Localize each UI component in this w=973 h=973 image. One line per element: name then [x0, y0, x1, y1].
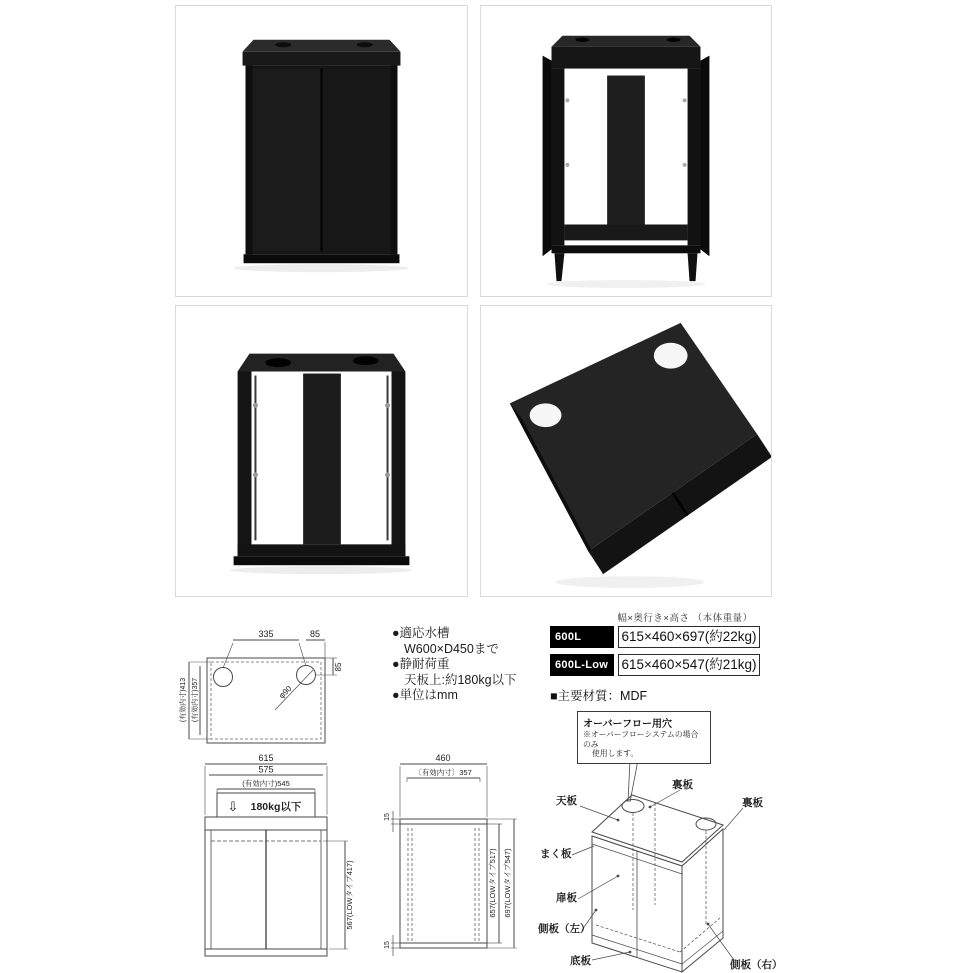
hinge-bottom-left [565, 163, 569, 167]
label-side-panel-right: 側板（右） [730, 959, 783, 971]
top-view-drawing [175, 620, 355, 760]
size-value-600l-low: 615×460×547(約21kg) [618, 654, 760, 676]
label-side-panel-left: 側板（左） [538, 923, 591, 935]
leg-left [554, 253, 564, 281]
note-load-detail: 天板上:約180kg以下 [404, 672, 517, 687]
label-back-panel-right: 裏板 [742, 797, 763, 809]
label-back-panel-top: 裏板 [672, 779, 693, 791]
top-hole-left [265, 358, 291, 367]
cabinet-rear-frame-image [176, 306, 467, 596]
cabinet-base [552, 245, 701, 253]
model-badge-600l-low: 600L-Low [550, 654, 614, 676]
dim-615: 615 [258, 753, 274, 763]
side-wall-right [392, 372, 406, 557]
front-view-drawing [175, 753, 370, 973]
center-back-panel [607, 76, 645, 225]
photo-front-open [480, 5, 772, 297]
note-tank-detail: W600×D450まで [404, 641, 499, 656]
label-bottom-panel: 底板 [570, 955, 591, 967]
cabinet-right-stile [391, 66, 398, 255]
cabinet-tilted-image [481, 306, 771, 596]
top-hole-right [654, 343, 688, 369]
bracket-right-top [385, 403, 390, 408]
load-arrow-icon: ⇩ [227, 799, 239, 814]
top-hole-right [357, 42, 373, 47]
dim-575: 575 [258, 764, 274, 775]
model-badge-600l: 600L [550, 626, 614, 648]
dim-15-top: 15 [384, 813, 391, 821]
callout-note-line1: ※オーバーフローシステムの場合のみ [583, 730, 699, 749]
bracket-left-top [253, 403, 258, 408]
note-load-title: ●静耐荷重 [392, 657, 450, 671]
cabinet-top-face [243, 40, 401, 52]
top-hole-left [530, 403, 562, 427]
leader-dot [595, 909, 598, 912]
hinge-top-right [683, 98, 687, 102]
front-view-svg [175, 753, 370, 973]
size-table-header: 幅×奥行き×高さ （本体重量） [617, 613, 753, 624]
dim-335: 335 [258, 629, 274, 639]
callout-title: オーバーフロー用穴 [583, 719, 672, 730]
overflow-hole-callout [577, 711, 711, 764]
side-wall-left [238, 372, 252, 557]
bottom-shelf [564, 224, 687, 240]
leader-dot [617, 875, 620, 878]
photo-top-tilted [480, 305, 772, 597]
side-view-svg [383, 753, 523, 973]
load-label: 180kg以下 [250, 801, 302, 813]
cabinet-front-closed-image [176, 6, 467, 296]
side-wall-left [552, 69, 565, 246]
label-maku-panel: まく板 [540, 848, 572, 860]
center-back-panel [303, 374, 341, 545]
top-hole-right [667, 38, 681, 42]
dim-inner-depth-357: (有効内寸)357 [192, 677, 199, 723]
floor-shadow [547, 280, 706, 288]
top-hole-right [353, 356, 379, 365]
dim-357: 〔有効内寸〕357 [414, 768, 472, 777]
side-view-drawing [383, 753, 523, 973]
leader-dot [649, 806, 652, 809]
top-hole-left [275, 42, 291, 47]
dim-657: 657(LOWタイプ517) [488, 848, 497, 918]
open-door-left [543, 56, 552, 257]
cabinet-base [244, 254, 400, 263]
dim-460: 460 [435, 753, 451, 763]
dim-697: 697(LOWタイプ547) [503, 848, 512, 918]
note-tank-title: ●適応水槽 [392, 626, 450, 640]
leader-dot [617, 819, 620, 822]
leader-dot [629, 951, 632, 954]
size-value-600l: 615×460×697(約22kg) [618, 626, 760, 648]
top-hole-left [575, 38, 589, 42]
bracket-right-bottom [385, 472, 390, 477]
cabinet-top-face [238, 354, 406, 372]
hinge-top-left [565, 98, 569, 102]
dim-85-top: 85 [309, 629, 321, 639]
cabinet-left-stile [246, 66, 253, 255]
material-label: ■主要材質：MDF [550, 689, 648, 703]
leader-dot [707, 923, 710, 926]
label-door-panel: 扉板 [556, 892, 577, 904]
dim-inner-depth-413: (有効内寸)413 [180, 677, 187, 723]
floor-shadow [230, 566, 413, 574]
floor-shadow [234, 264, 409, 272]
cabinet-front-open-image [481, 6, 771, 296]
photo-front-closed [175, 5, 468, 297]
cabinet-top-band [243, 52, 401, 66]
dim-85-right: 85 [334, 662, 343, 672]
note-unit: ●単位はmm [392, 688, 458, 702]
photo-rear-frame [175, 305, 468, 597]
side-wall-right [688, 69, 701, 246]
label-top-panel: 天板 [556, 795, 577, 807]
cabinet-base [234, 556, 410, 565]
dim-hole-diameter: φ90 [277, 684, 294, 701]
floor-shadow [555, 576, 704, 588]
callout-note-line2: 使用します。 [592, 749, 639, 758]
door-left [252, 69, 320, 252]
cabinet-top-face [510, 323, 757, 551]
dim-15-bottom: 15 [384, 941, 391, 949]
open-door-right [700, 56, 709, 257]
dim-567: 567(LOWタイプ417) [345, 860, 354, 930]
hinge-bottom-right [683, 163, 687, 167]
dim-545: (有効内寸)545 [242, 779, 290, 788]
top-view-svg [175, 620, 355, 760]
leg-right [688, 253, 698, 281]
bottom-shelf [238, 544, 406, 556]
bracket-left-bottom [253, 472, 258, 477]
door-right [323, 69, 391, 252]
cabinet-top-band [552, 47, 701, 69]
